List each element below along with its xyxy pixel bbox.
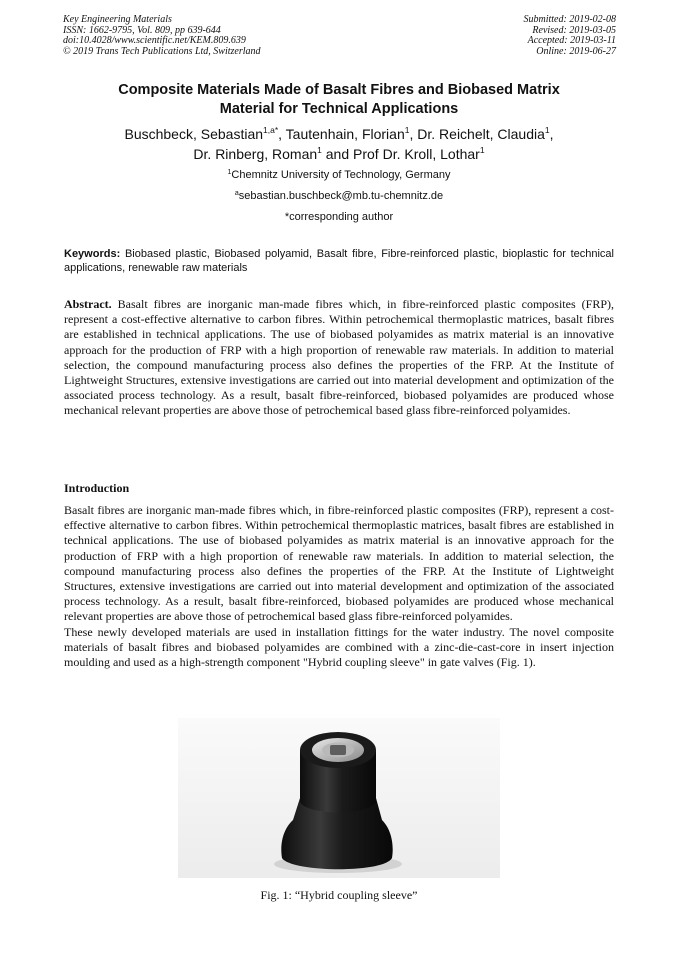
author-affiliation-mark: 1 bbox=[404, 125, 410, 135]
square-bore-icon bbox=[330, 745, 346, 755]
author-affiliation-mark: 1 bbox=[317, 145, 322, 155]
author-name: and Prof Dr. Kroll, Lothar bbox=[321, 146, 480, 162]
abstract bbox=[64, 297, 614, 419]
title-line-2: Material for Technical Applications bbox=[219, 101, 459, 117]
author-name: Dr. Rinberg, Roman bbox=[193, 146, 318, 162]
author-email bbox=[40, 190, 638, 202]
author-name: , Dr. Reichelt, Claudia bbox=[409, 126, 545, 142]
date-accepted: Accepted: 2019-03-11 bbox=[527, 35, 616, 47]
title-line-1: Composite Materials Made of Basalt Fibres and Biobased Matrix bbox=[118, 82, 560, 98]
email-mark: a bbox=[234, 190, 239, 197]
date-submitted: Submitted: 2019-02-08 bbox=[523, 14, 616, 25]
publication-dates bbox=[524, 15, 617, 57]
author-name: Buschbeck, Sebastian bbox=[124, 126, 264, 142]
figure-caption: Fig. 1: “Hybrid coupling sleeve” bbox=[260, 888, 418, 902]
author-affiliation-mark: 1 bbox=[544, 125, 550, 135]
section-heading-introduction: Introduction bbox=[64, 481, 130, 495]
keywords-text: Biobased plastic, Biobased polyamid, Basalt fibre, Fibre-reinforced plastic, bioplastic for technical applications, renewable raw materials bbox=[64, 248, 614, 274]
date-revised: Revised: 2019-03-05 bbox=[532, 24, 616, 36]
author-affiliation-mark: 1 bbox=[479, 145, 485, 155]
affiliation bbox=[40, 169, 638, 181]
affiliation-text: Chemnitz University of Technology, Germany bbox=[231, 169, 451, 181]
author-name: , Tautenhain, Florian bbox=[278, 126, 405, 142]
abstract-text: Basalt fibres are inorganic man-made fibres which, in fibre-reinforced plastic composites (FRP), represent a cost-effective alternative to carbon fibres. Within petrochemical thermoplastic matrices, basalt fibres are established in technical applications. The use of biobased polyamides as matrix material is an innovative approach for the production of FRP with a high proportion of renewable raw materials. In addition to material selection, the compound manufacturing process also defines the properties of the FRP. At the Institute of Lightweight Structures, extensive investigations are carried out into material development and optimization of the associated process technology. As a result, basalt fibre-reinforced, biobased polyamides are produced whose mechanical relevant properties are above those of petrochemical based glass fibre-reinforced polyamides. bbox=[64, 297, 614, 418]
journal-issn: ISSN: 1662-9795, Vol. 809, pp 639-644 bbox=[63, 24, 221, 36]
keywords bbox=[64, 247, 614, 275]
intro-paragraph-1: Basalt fibres are inorganic man-made fibres which, in fibre-reinforced plastic composites (FRP), represent a cost-effective alternative to carbon fibres. Within petrochemical thermoplastic matrices, basalt fibres are established in technical applications. The use of biobased polyamides as matrix material is an innovative approach for the production of FRP with a high proportion of renewable raw materials. In addition to material selection, the compound manufacturing process also defines the properties of the FRP. At the Institute of Lightweight Structures, extensive investigations are carried out into material development and optimization of the associated process technology. As a result, basalt fibre-reinforced, biobased polyamides are produced whose mechanical relevant properties are above those of petrochemical based glass fibre-reinforced polyamides. bbox=[64, 503, 614, 624]
author-separator: , bbox=[549, 126, 554, 142]
hybrid-coupling-sleeve-photo bbox=[178, 718, 500, 878]
corresponding-note: *corresponding author bbox=[284, 211, 394, 223]
affiliation-mark: 1 bbox=[227, 169, 232, 176]
journal-doi[interactable]: doi:10.4028/www.scientific.net/KEM.809.639 bbox=[63, 35, 246, 47]
abstract-label: Abstract. bbox=[64, 297, 112, 311]
author-list bbox=[40, 124, 638, 164]
email-link[interactable]: sebastian.buschbeck@mb.tu-chemnitz.de bbox=[238, 190, 444, 202]
intro-paragraph-2: These newly developed materials are used in installation fittings for the water industry. The novel composite materials of basalt fibres and biobased polyamides are combined with a zinc-die-cast-core in insert injection moulding and used as a high-strength component "Hybrid coupling sleeve" in gate valves (Fig. 1). bbox=[64, 624, 614, 670]
journal-copyright: © 2019 Trans Tech Publications Ltd, Switzerland bbox=[63, 45, 261, 57]
introduction-body bbox=[64, 503, 614, 670]
author-affiliation-mark: 1,a* bbox=[263, 125, 279, 135]
date-online: Online: 2019-06-27 bbox=[536, 45, 616, 57]
author-line-1 bbox=[40, 124, 638, 144]
journal-info bbox=[63, 15, 261, 57]
author-line-2 bbox=[40, 144, 638, 164]
keywords-label: Keywords: bbox=[64, 248, 121, 260]
paper-title bbox=[40, 81, 638, 119]
journal-name: Key Engineering Materials bbox=[63, 14, 172, 25]
